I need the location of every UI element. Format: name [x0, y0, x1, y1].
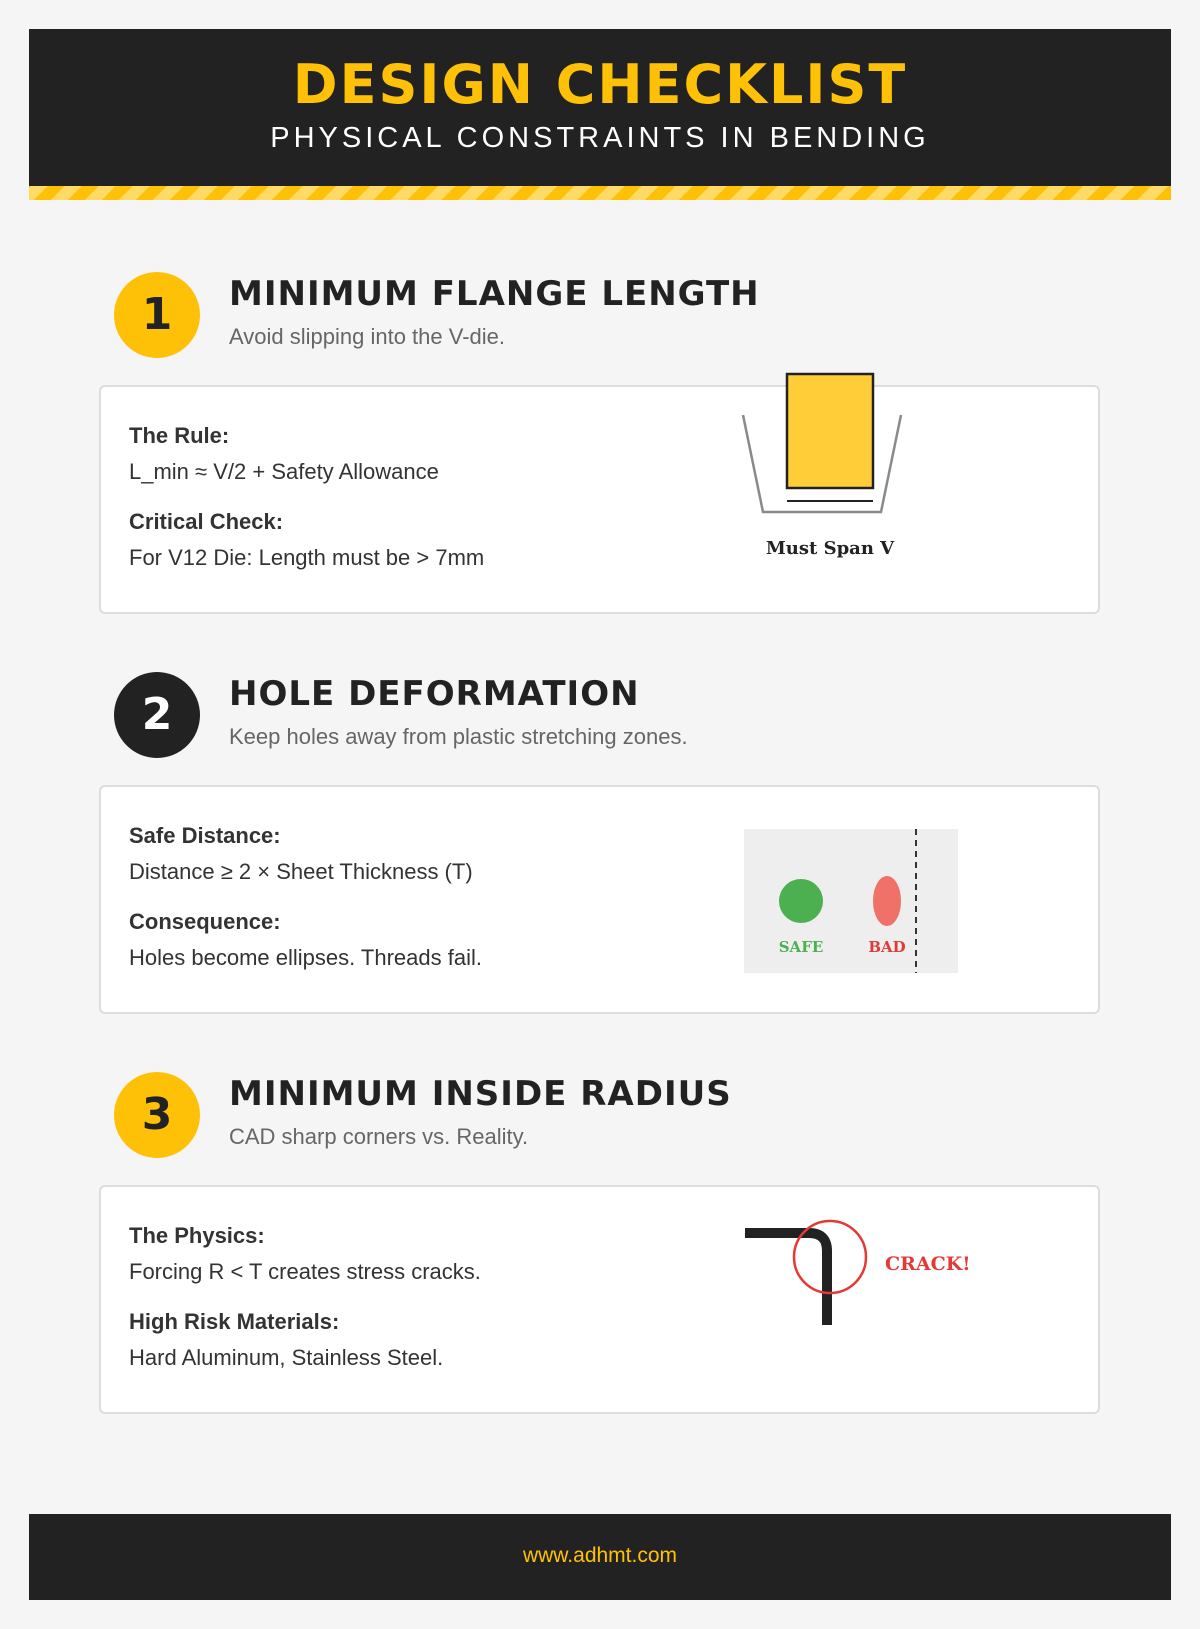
section-number-badge: 1	[114, 272, 200, 358]
crack-label: CRACK!	[885, 1253, 971, 1275]
section-subtitle: Avoid slipping into the V-die.	[229, 324, 505, 349]
v-die-illustration	[721, 367, 921, 567]
materials-label: High Risk Materials:	[129, 1309, 340, 1334]
page-subtitle: PHYSICAL CONSTRAINTS IN BENDING	[270, 122, 930, 154]
page-title: DESIGN CHECKLIST	[292, 53, 908, 116]
section-subtitle: Keep holes away from plastic stretching zones.	[229, 724, 688, 749]
check-value: For V12 Die: Length must be > 7mm	[129, 545, 485, 570]
section-subtitle: CAD sharp corners vs. Reality.	[229, 1124, 529, 1149]
radius-illustration	[743, 1217, 983, 1337]
rule-label: The Rule:	[129, 423, 230, 448]
section-card	[99, 785, 1100, 1014]
safe-hole	[779, 879, 823, 923]
sheet-area	[744, 829, 958, 973]
bad-label: BAD	[868, 938, 906, 956]
consequence-label: Consequence:	[129, 909, 281, 934]
safe-distance-value: Distance ≥ 2 × Sheet Thickness (T)	[129, 859, 473, 884]
physics-label: The Physics:	[129, 1223, 265, 1248]
safe-distance-label: Safe Distance:	[129, 823, 281, 848]
page-header	[29, 29, 1171, 200]
website-link[interactable]: www.adhmt.com	[522, 1544, 678, 1567]
section-number-badge: 2	[114, 672, 200, 758]
consequence-value: Holes become ellipses. Threads fail.	[129, 945, 482, 970]
section-title: HOLE DEFORMATION	[229, 674, 640, 714]
page-footer	[29, 1514, 1171, 1600]
hazard-stripe	[29, 186, 1171, 200]
section-title: MINIMUM FLANGE LENGTH	[229, 274, 760, 314]
section-number-badge: 3	[114, 1072, 200, 1158]
materials-value: Hard Aluminum, Stainless Steel.	[129, 1345, 444, 1370]
hole-illustration	[744, 829, 958, 973]
must-span-label: Must Span V	[765, 538, 895, 559]
rule-value: L_min ≈ V/2 + Safety Allowance	[129, 459, 439, 484]
safe-label: SAFE	[778, 938, 824, 956]
flange-block	[787, 374, 873, 488]
section-card	[99, 385, 1100, 614]
section-title: MINIMUM INSIDE RADIUS	[229, 1074, 732, 1114]
physics-value: Forcing R < T creates stress cracks.	[129, 1259, 481, 1284]
bad-hole	[873, 876, 901, 926]
section-card	[99, 1185, 1100, 1414]
check-label: Critical Check:	[129, 509, 284, 534]
bent-sheet	[745, 1233, 827, 1325]
